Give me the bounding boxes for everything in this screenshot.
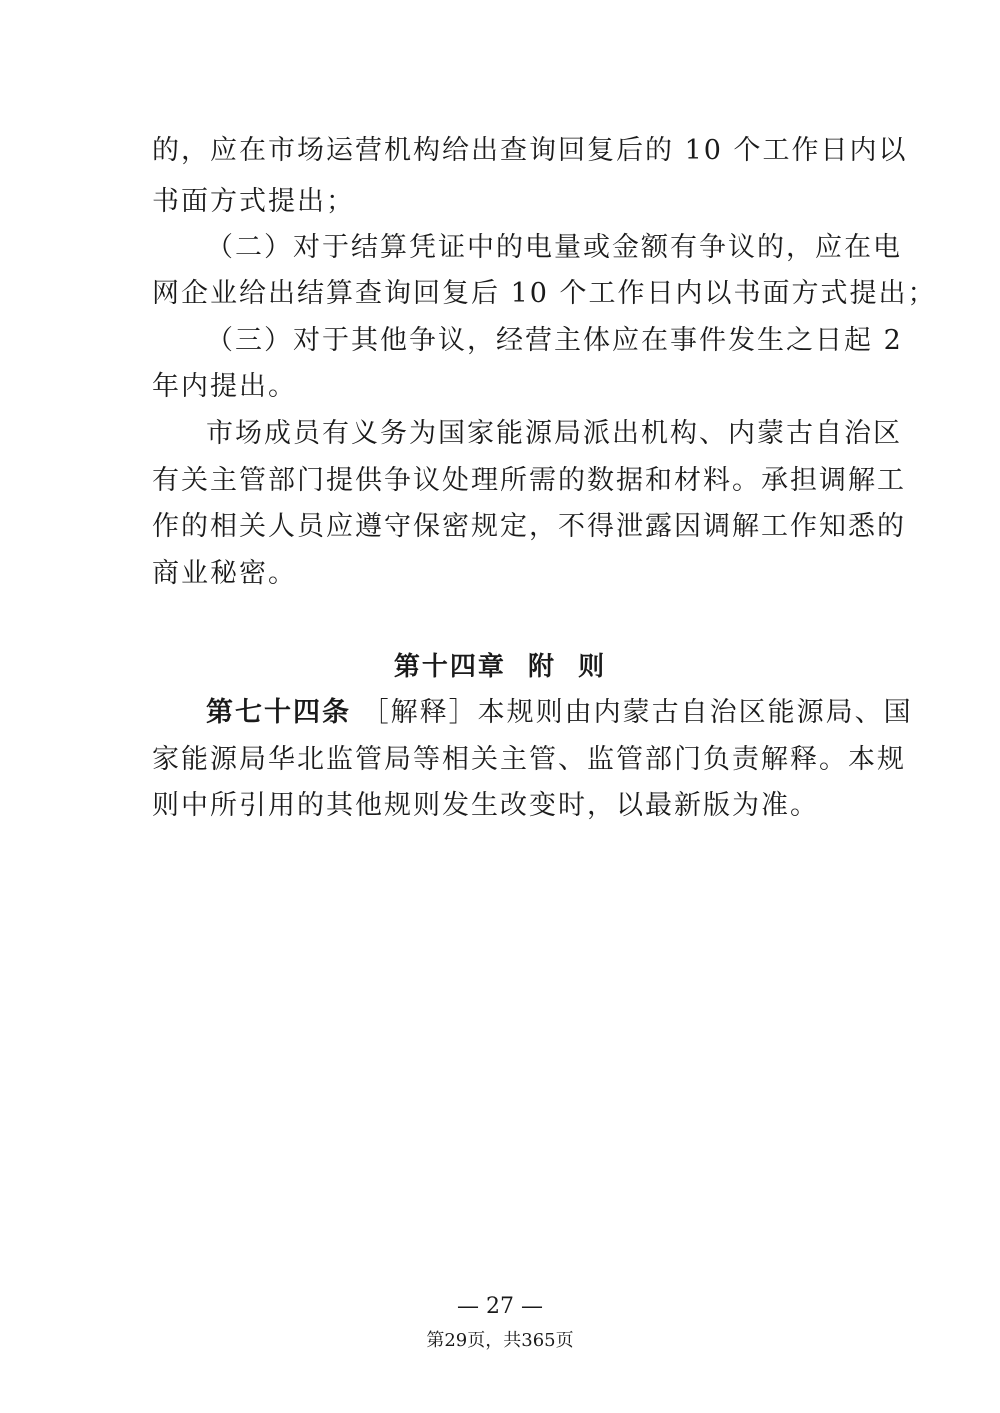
text-line: 书面方式提出；: [152, 186, 355, 217]
text-line: （三）对于其他争议，经营主体应在事件发生之日起 2: [206, 325, 903, 356]
text-line: 作的相关人员应遵守保密规定，不得泄露因调解工作知悉的: [152, 511, 906, 542]
text-line: 年内提出。: [152, 371, 297, 402]
article-number: 第七十四条: [206, 697, 351, 728]
article-first-line: [206, 693, 913, 733]
text-line: 商业秘密。: [152, 558, 297, 589]
article-text: ［解释］本规则由内蒙古自治区能源局、国: [361, 697, 913, 728]
text-line: （二）对于结算凭证中的电量或金额有争议的，应在电: [206, 232, 902, 263]
text-line: 的，应在市场运营机构给出查询回复后的 10 个工作日内以: [152, 135, 908, 166]
text-line: 网企业给出结算查询回复后 10 个工作日内以书面方式提出；: [152, 278, 937, 309]
chapter-title: 第十四章 附 则: [393, 652, 607, 682]
text-line: 有关主管部门提供争议处理所需的数据和材料。承担调解工: [152, 465, 906, 496]
page-count: 第29页，共365页: [426, 1330, 574, 1351]
page-number: — 27 —: [457, 1294, 543, 1319]
text-line: 则中所引用的其他规则发生改变时，以最新版为准。: [152, 790, 819, 821]
text-line: 家能源局华北监管局等相关主管、监管部门负责解释。本规: [152, 744, 906, 775]
text-line: 市场成员有义务为国家能源局派出机构、内蒙古自治区: [206, 418, 902, 449]
